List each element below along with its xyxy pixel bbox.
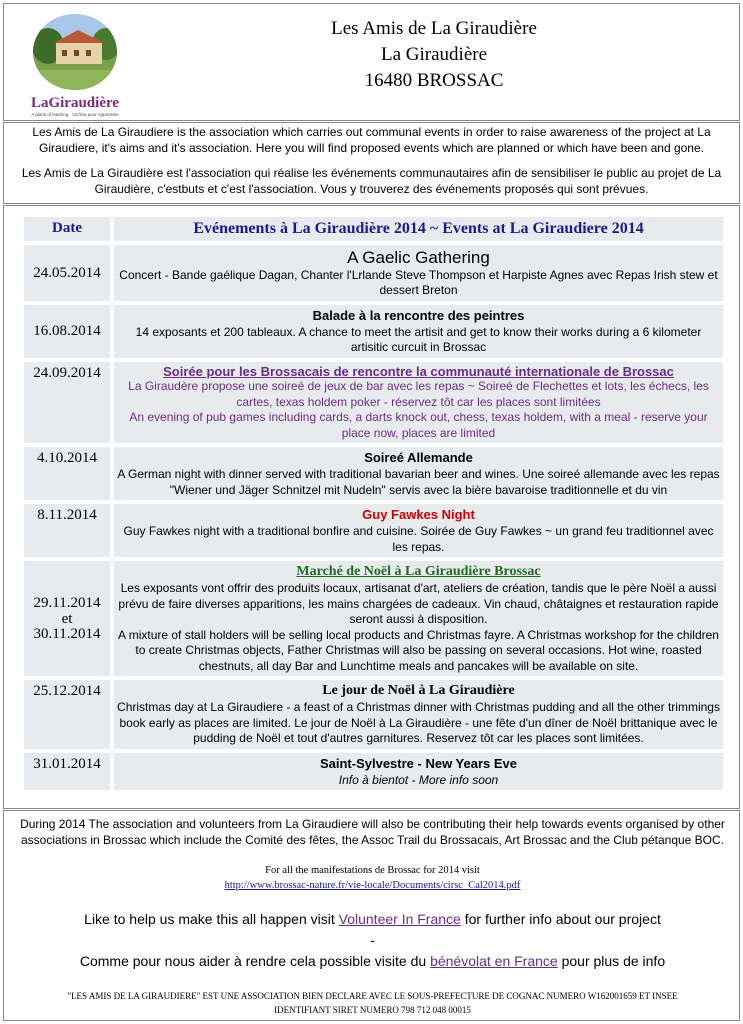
legal-line-1: "LES AMIS DE LA GIRAUDIERE" EST UNE ASSOCIATION BIEN DECLARE AVEC LE SOUS-PREFECTURE DE COGNAC NUMERO W162001659 ET INSEE (67, 991, 678, 1001)
event-row (24, 504, 723, 557)
events-panel (3, 205, 740, 809)
events-table (20, 213, 727, 794)
help-french-post: pour plus de info (557, 953, 666, 969)
header-line-1: Les Amis de La Giraudière (331, 18, 537, 39)
logo-text: LaGiraudière (30, 95, 120, 111)
event-description-fr: La Giraudère propose une soireé de jeux de bar avec les repas ~ Soireé de Flechettes et lots, les échecs, les cartes, texas holdem poker - réservez tôt car les places sont limitées (128, 379, 709, 409)
intro-panel (3, 122, 740, 204)
event-row (24, 753, 723, 791)
event-row (24, 680, 723, 749)
event-date-range (24, 561, 110, 676)
event-date: 24.09.2014 (24, 362, 110, 444)
header-line-2: La Giraudière (380, 44, 488, 65)
help-separator: - (370, 932, 375, 948)
event-row (24, 305, 723, 358)
benevolat-en-france-link[interactable]: bénévolat en France (430, 953, 558, 969)
event-date: 4.10.2014 (24, 447, 110, 500)
event-cell (114, 362, 723, 444)
event-description-en: An evening of pub games including cards, a darts knock out, chess, texas holdem, with a meal - reserve your place now, places are limited (129, 410, 708, 440)
event-row (24, 245, 723, 301)
manifestations-link[interactable]: http://www.brossac-nature.fr/vie-locale/Documents/cirsc_Cal2014.pdf (224, 880, 521, 891)
event-title: Soireé Allemande (364, 450, 473, 465)
event-title: Le jour de Noël à La Giraudière (322, 683, 515, 698)
footer-help (4, 909, 741, 972)
event-cell (114, 753, 723, 791)
intro-english: Les Amis de La Giraudiere is the association which carries out communal events in order to raise awareness of the project at La Giraudiere, it's aims and it's association. Here you will find proposed events which are planned or which have been and gone. (32, 125, 711, 155)
event-date-connector: et (61, 610, 73, 627)
event-description: Concert - Bande gaélique Dagan, Chanter l'Lrlande Steve Thompson et Harpiste Agnes avec Repas Irish stew et dessert Breton (119, 267, 718, 297)
event-row (24, 362, 723, 444)
column-header-events: Evénements à La Giraudière 2014 ~ Events at La Giraudiere 2014 (114, 217, 723, 241)
event-description-fr: Les exposants vont offrir des produits locaux, artisanat d'art, ateliers de création, tandis que le père Noël a aussi prévu de faire diverses apparitions, les mains chargées de cadeaux. Vin chaud, châtaignes et restauration rapide seront aussi à disposition. (118, 581, 719, 626)
header-address (134, 16, 734, 94)
events-header-row (24, 217, 723, 241)
footer-manifestations (4, 863, 741, 893)
event-date: 16.08.2014 (24, 305, 110, 358)
event-cell (114, 561, 723, 676)
header-panel (3, 3, 740, 121)
event-title-link[interactable]: Marché de Noël à La Giraudière Brossac (296, 564, 541, 579)
event-description: Guy Fawkes night with a traditional bonfire and cuisine. Soirée de Guy Fawkes ~ un grand feu traditionnel avec les repas. (123, 524, 714, 554)
event-row (24, 447, 723, 500)
legal-line-2: IDENTIFIANT SIRET NUMERO 798 712 048 00015 (274, 1005, 471, 1015)
event-title: Guy Fawkes Night (362, 507, 475, 522)
column-header-date: Date (24, 217, 110, 241)
event-date-end: 30.11.2014 (33, 626, 101, 643)
help-english-post: for further info about our project (460, 911, 661, 927)
giraudiere-logo (18, 10, 132, 118)
event-title: A Gaelic Gathering (347, 247, 490, 267)
event-date: 25.12.2014 (24, 680, 110, 749)
logo-tagline: A place of learning · Un lieu pour Apprendre (31, 112, 119, 117)
event-description: A German night with dinner served with traditional bavarian beer and wines. Une soireé allemande avec les repas "Wiener und Jäger Schnitzel mit Nudeln" servis avec la bière bavaroise traditionnelle et du vin (117, 467, 720, 497)
event-cell (114, 305, 723, 358)
footer-legal (4, 989, 741, 1017)
event-date: 8.11.2014 (24, 504, 110, 557)
intro-french: Les Amis de La Giraudière est l'association qui réalise les événements communautaires afin de sensibiliser le public au projet de La Giraudière, c'estbuts et c'est l'association. Vous y trouverez des événements proposés qui sont prévues. (21, 166, 722, 196)
help-english-pre: Like to help us make this all happen visit (84, 911, 339, 927)
event-row (24, 561, 723, 676)
event-description: 14 exposants et 200 tableaux. A chance to meet the artisit and get to know their works during a 6 kilometer artisitic curcuit in Brossac (135, 324, 702, 354)
event-description-en: A mixture of stall holders will be selling local products and Christmas fayre. A Christmas workshop for the children to create Christmas objects, Father Christmas will also be passing on several occasions. Hot wine, roasted chestnuts, all day Bar and Lunchtime meals and pancakes will be available on site. (118, 627, 719, 673)
footer-associations-text: During 2014 The association and volunteers from La Giraudiere will also be contributing their help towards events organised by other associations in Brossac which include the Comité des fêtes, the Assoc Trail du Brossacais, Art Brossac and the Club pétanque BOC. (20, 817, 725, 847)
event-date-start: 29.11.2014 (33, 595, 101, 612)
event-cell (114, 680, 723, 749)
event-description: Info à bientot - More info soon (338, 772, 499, 787)
volunteer-in-france-link[interactable]: Volunteer In France (338, 911, 461, 927)
event-cell (114, 245, 723, 301)
help-english (4, 909, 741, 930)
event-description: Christmas day at La Giraudiere - a feast of a Christmas dinner with Christmas pudding and all the other trimmings book early as places are limited. Le jour de Noël à La Giraudière - une fête d'un dîner de Noël brittanique avec le pudding de Noël et tout d'autres garnitures. Reservez tôt car les places sont limitées. (117, 700, 720, 745)
manifestations-text: For all the manifestations de Brossac for 2014 visit (265, 865, 480, 876)
help-french (4, 951, 741, 972)
header-line-3: 16480 BROSSAC (364, 70, 504, 91)
event-date: 24.05.2014 (24, 245, 110, 301)
event-title: Saint-Sylvestre - New Years Eve (319, 755, 518, 771)
event-cell (114, 447, 723, 500)
footer-panel (3, 810, 740, 1021)
help-french-pre: Comme pour nous aider à rendre cela possible visite du (79, 953, 431, 969)
event-date: 31.01.2014 (24, 753, 110, 791)
event-title: Balade à la rencontre des peintres (312, 307, 525, 323)
event-cell (114, 504, 723, 557)
event-title-link[interactable]: Soirée pour les Brossacais de rencontre la communauté internationale de Brossac (163, 363, 674, 379)
